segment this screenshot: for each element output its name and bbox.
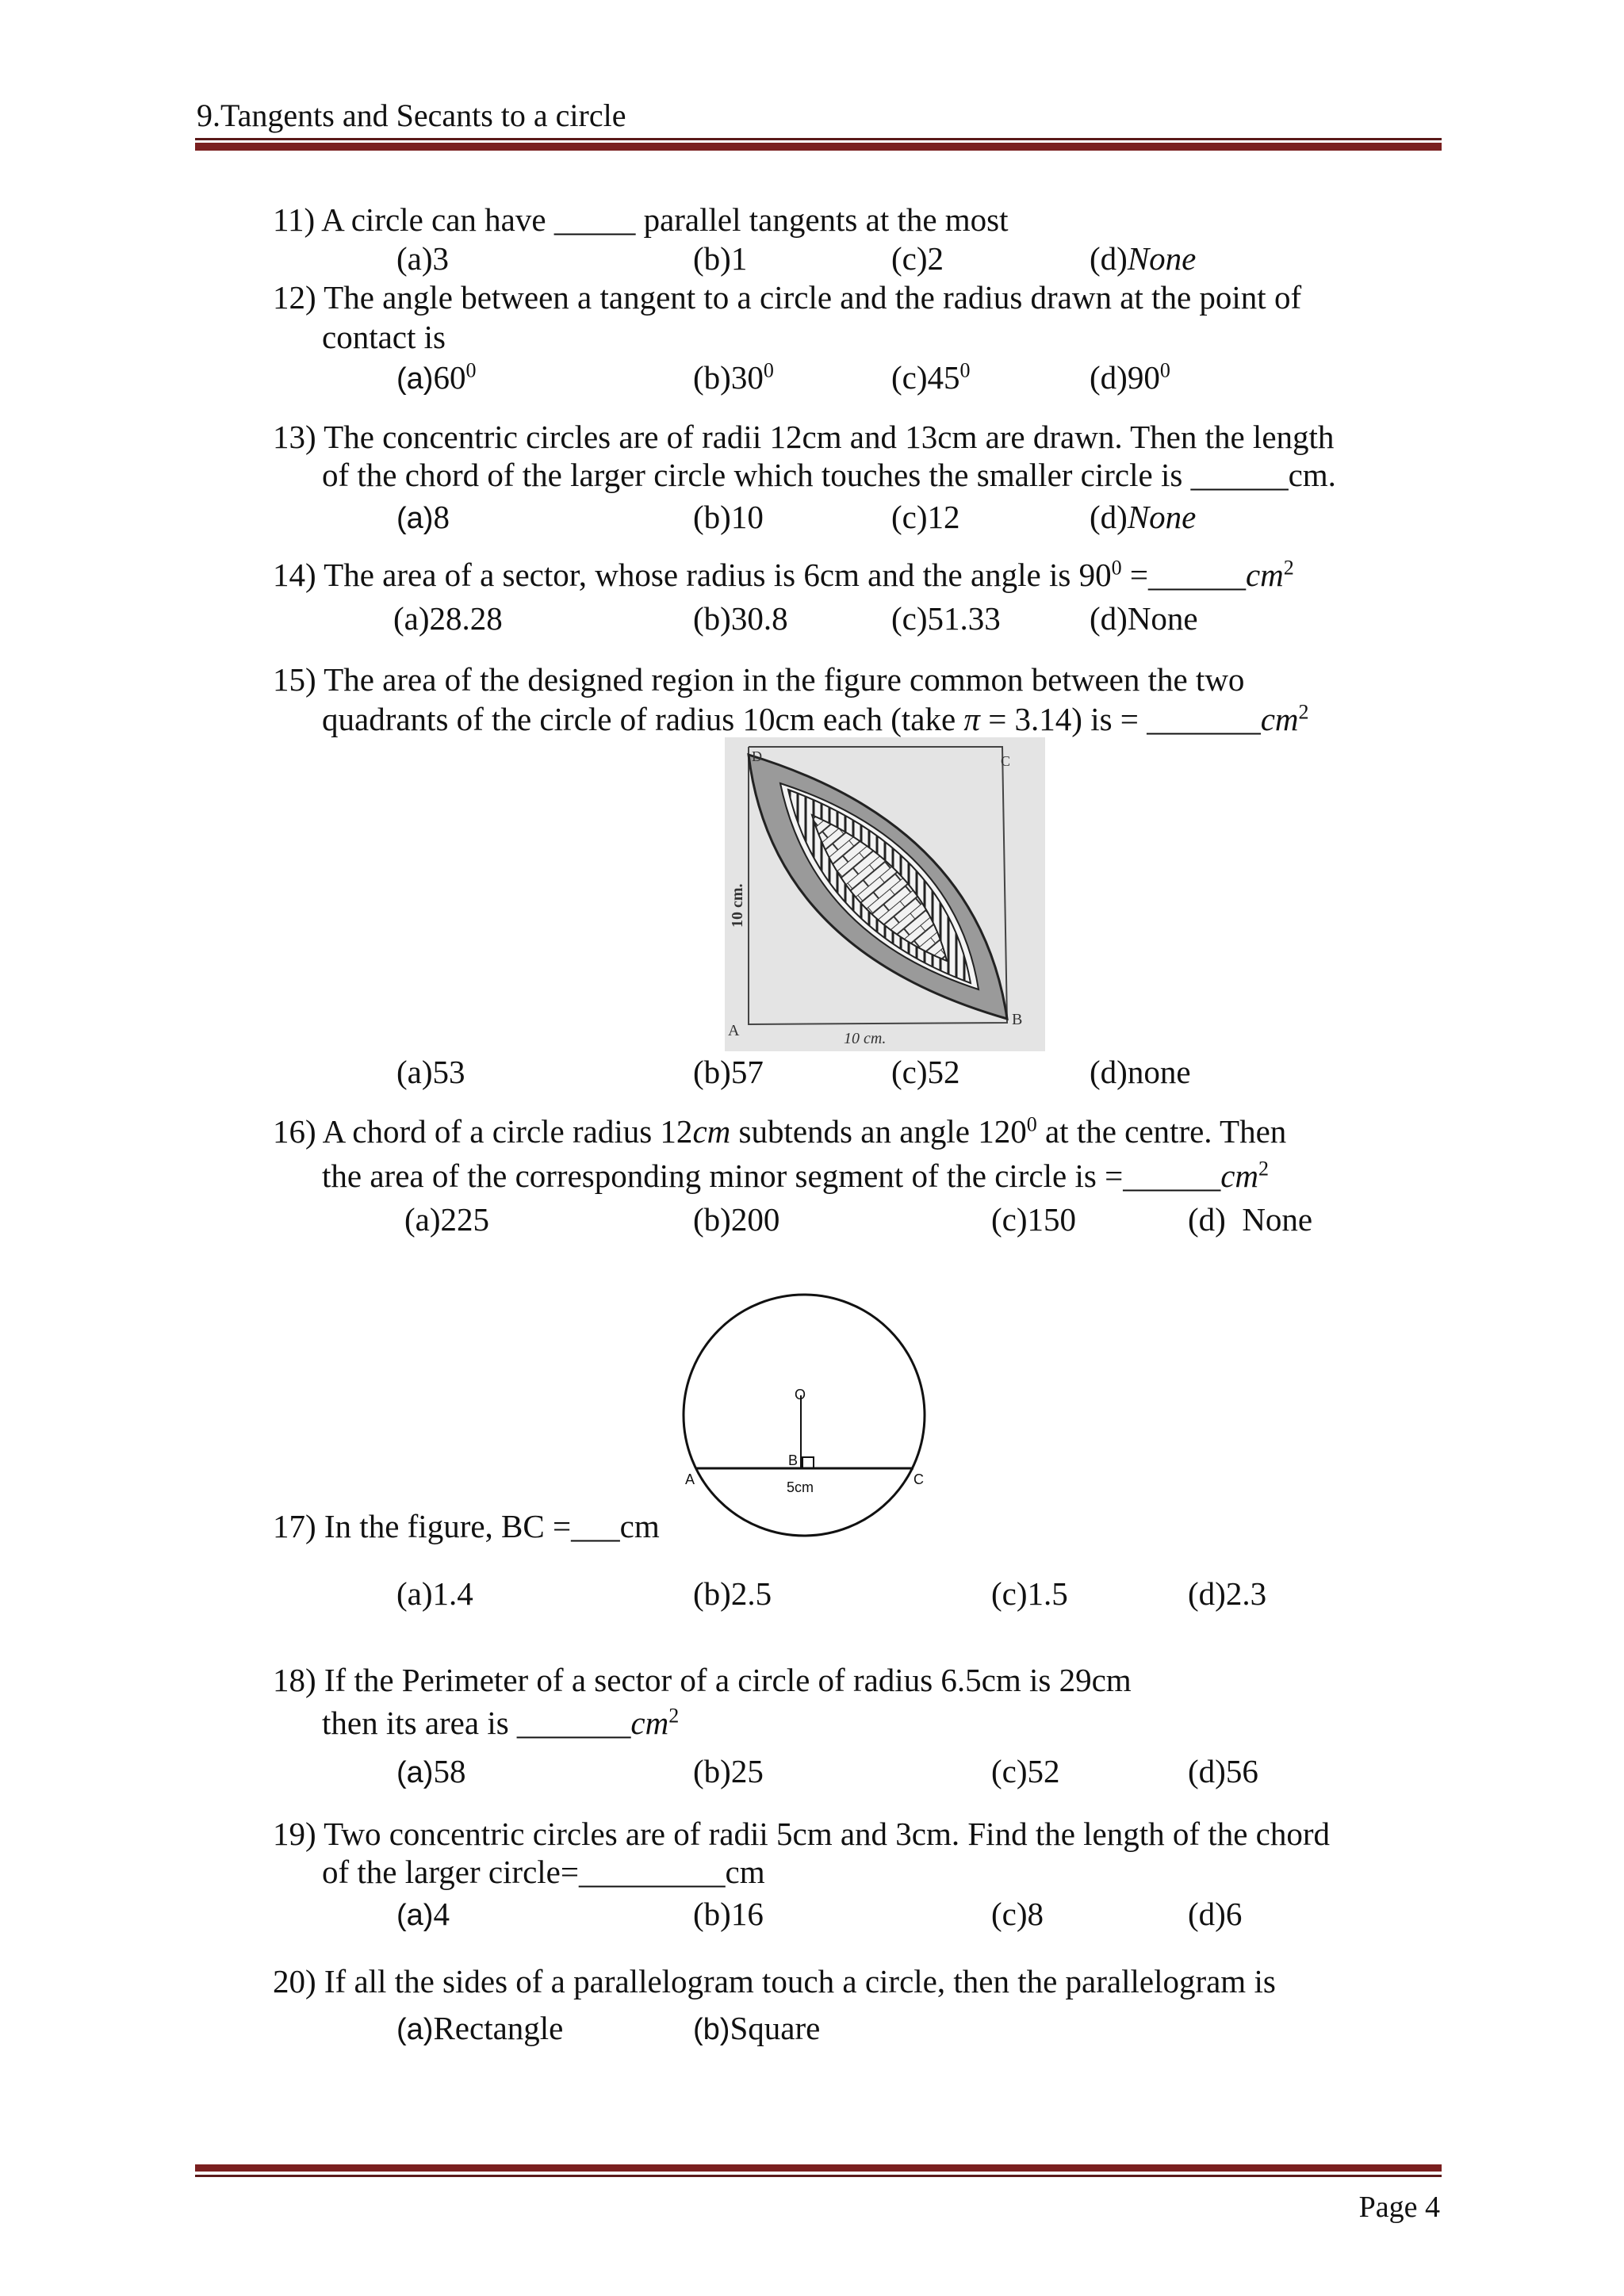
option-b: (b)10	[693, 499, 764, 535]
question-18-line2: then its area is $\_\_\_\_\_\_\_cm^2$	[322, 1704, 680, 1741]
option-a: (a)225	[404, 1201, 490, 1238]
answer-blank: ___	[571, 1508, 620, 1544]
label-d: D	[752, 748, 762, 764]
label-o: O	[795, 1387, 806, 1402]
quadrants-figure-drawing	[725, 737, 1045, 1051]
header-rule-thin	[195, 138, 1442, 140]
footer-rule-thin	[195, 2175, 1442, 2177]
option-b: (b)2.5	[693, 1575, 772, 1612]
question-text: parallel tangents at the most	[635, 201, 1009, 238]
option-a: (a)8	[396, 499, 450, 535]
question-16-line2: the area of the corresponding minor segment of the circle is $=\_\_\_\_\_\_cm^2$	[322, 1157, 1269, 1194]
question-19	[273, 1814, 1330, 1854]
question-number: 19)	[273, 1816, 316, 1852]
option-d: (d)None	[1090, 240, 1197, 277]
label-b: B	[1012, 1011, 1023, 1028]
question-13-line2: of the chord of the larger circle which touches the smaller circle is ______cm.	[322, 457, 1336, 493]
question-text: The concentric circles are of radii 12cm and 13cm are drawn. Then the length	[324, 419, 1335, 455]
label-side-length: 10 cm.	[729, 883, 746, 928]
option-a: (a)58	[396, 1753, 466, 1789]
question-number: 18)	[273, 1662, 316, 1698]
question-number: 11)	[273, 201, 316, 238]
option-a: (a)3	[396, 240, 450, 277]
option-c: (c)52	[991, 1753, 1060, 1789]
question-text: The angle between a tangent to a circle and the radius drawn at the point of	[324, 279, 1302, 316]
answer-blank: _______	[1147, 701, 1261, 737]
option-d: (d)2.3	[1188, 1575, 1267, 1612]
question-number: 14)	[273, 557, 316, 593]
question-14: 14) The area of a sector, whose radius is 6cm and the angle is $90^0$ $=\_\_\_\_\_\_cm^2$	[273, 556, 1294, 593]
question-18	[273, 1660, 1132, 1700]
question-number: 13)	[273, 419, 316, 455]
question-text: A chord of a circle radius 12	[322, 1113, 693, 1150]
option-a: (a)28.28	[393, 600, 503, 637]
question-19-line2: of the larger circle=_________cm	[322, 1854, 765, 1890]
option-d: $(d)90^0$	[1090, 358, 1170, 396]
answer-blank: _____	[553, 201, 636, 238]
question-17: 17) In the figure, BC =___cm	[273, 1508, 660, 1544]
option-b: (b)1	[693, 240, 748, 277]
question-text: If the Perimeter of a sector of a circle of radius 6.5cm is 29cm	[324, 1662, 1132, 1698]
option-b: $(b)30^0$	[693, 358, 774, 396]
question-15-line2: quadrants of the circle of radius 10cm each (take π = 3.14) is = $\_\_\_\_\_\_\_cm^2$	[322, 700, 1309, 737]
option-a: (a)Rectangle	[396, 2010, 564, 2046]
question-12-line2: contact is	[322, 319, 446, 355]
answer-blank: _______	[516, 1705, 631, 1741]
question-11	[273, 200, 1009, 239]
answer-blank: ______	[1123, 1158, 1221, 1194]
option-c: (c)150	[991, 1201, 1077, 1238]
option-b: (b)200	[693, 1201, 780, 1238]
label-bottom-length: 10 cm.	[844, 1030, 887, 1047]
option-a: (a)1.4	[396, 1575, 473, 1612]
question-number: 12)	[273, 279, 316, 316]
option-d: (d)none	[1090, 1054, 1191, 1090]
circle-chord-figure	[674, 1284, 936, 1546]
option-c: (c)2	[891, 240, 944, 277]
option-b: (b)57	[693, 1054, 764, 1090]
answer-blank: ______	[1147, 557, 1246, 593]
option-c: (c)8	[991, 1896, 1044, 1932]
question-20	[273, 1961, 1276, 2001]
question-number: 15)	[273, 661, 316, 698]
question-text: The area of the designed region in the figure common between the two	[324, 661, 1245, 698]
question-text: If all the sides of a parallelogram touch a circle, then the parallelogram is	[324, 1963, 1276, 1999]
question-15	[273, 660, 1244, 699]
question-text: Two concentric circles are of radii 5cm and 3cm. Find the length of the chord	[324, 1816, 1330, 1852]
answer-blank: _________	[579, 1854, 726, 1890]
option-c: (c)52	[891, 1054, 960, 1090]
option-d: (d)None	[1090, 499, 1197, 535]
option-d: (d)None	[1090, 600, 1198, 637]
option-d: (d)56	[1188, 1753, 1258, 1789]
option-b: (b)30.8	[693, 600, 788, 637]
answer-blank: ______	[1190, 457, 1289, 493]
label-a: A	[728, 1022, 740, 1039]
option-c: (c)12	[891, 499, 960, 535]
question-text: A circle can have	[321, 201, 554, 238]
page-number: Page 4	[1358, 2191, 1440, 2224]
option-c: $(c)45^0$	[891, 358, 971, 396]
label-c: C	[914, 1471, 924, 1487]
label-chord-length: 5cm	[787, 1479, 814, 1495]
question-13	[273, 417, 1334, 457]
question-number: 17)	[273, 1508, 316, 1544]
page-header-title: 9.Tangents and Secants to a circle	[197, 98, 626, 133]
option-d: (d)6	[1188, 1896, 1243, 1932]
question-12	[273, 277, 1301, 317]
option-c: (c)1.5	[991, 1575, 1068, 1612]
option-c: (c)51.33	[891, 600, 1001, 637]
header-rule-thick	[195, 143, 1442, 151]
option-b: (b)25	[693, 1753, 764, 1789]
footer-rule-thick	[195, 2164, 1442, 2172]
option-a: (a)53	[396, 1054, 465, 1090]
question-number: 16)	[273, 1113, 316, 1150]
label-a: A	[685, 1471, 695, 1487]
question-16: 16) A chord of a circle radius 12cm subtends an angle $120^0$ at the centre. Then	[273, 1112, 1287, 1150]
question-number: 20)	[273, 1963, 316, 1999]
option-d: (d) None	[1188, 1201, 1313, 1238]
label-c: C	[1001, 753, 1011, 769]
option-b: (b)16	[693, 1896, 764, 1932]
question-text: In the figure, BC =	[324, 1508, 572, 1544]
option-b: (b)Square	[693, 2010, 821, 2046]
quadrants-figure	[725, 737, 1045, 1051]
option-a: $(a)60^0$	[396, 358, 477, 396]
option-a: (a)4	[396, 1896, 450, 1932]
circle-chord-drawing	[674, 1284, 936, 1546]
label-b: B	[788, 1452, 799, 1468]
question-text: The area of a sector, whose radius is 6cm and the angle is 90	[324, 557, 1112, 593]
